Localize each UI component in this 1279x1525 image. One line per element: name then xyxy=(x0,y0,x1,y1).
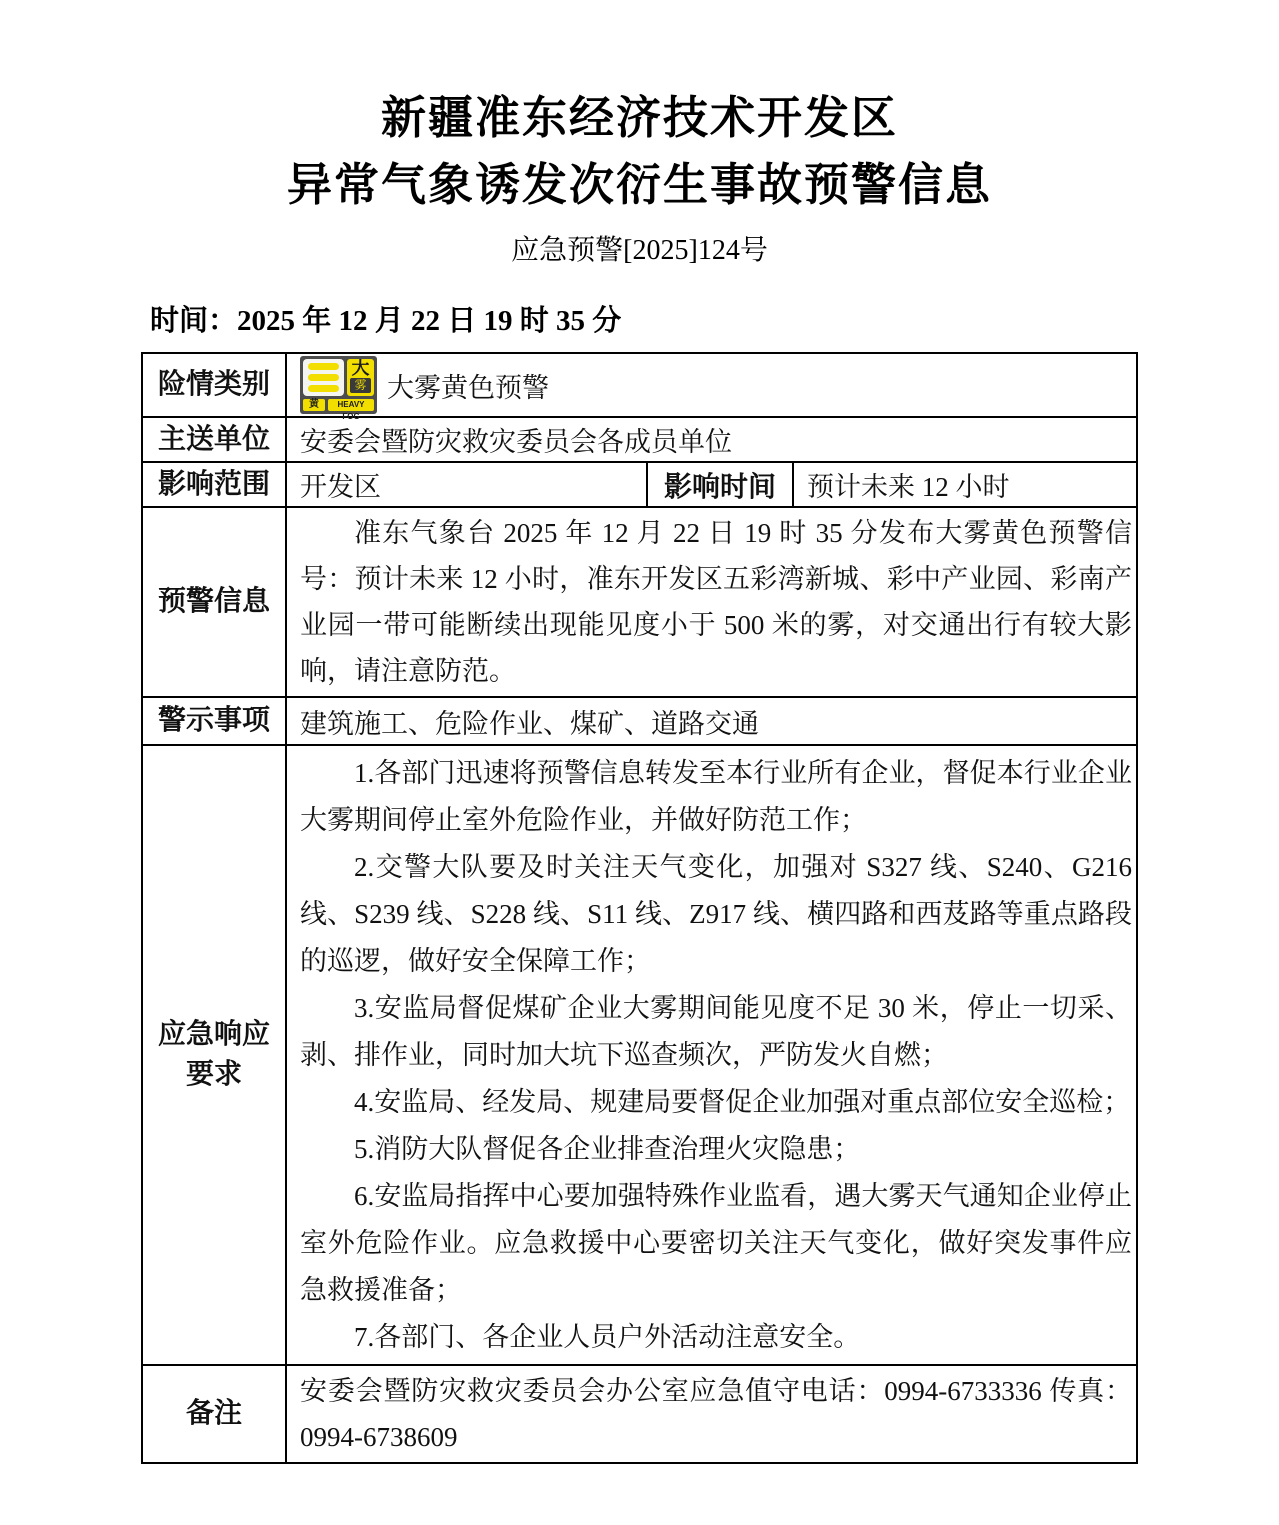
response-item: 3.安监局督促煤矿企业大雾期间能见度不足 30 米，停止一切采、剥、排作业，同时加大坑下巡查频次，严防发火自燃； xyxy=(300,992,1132,1070)
fog-char-big: 大 xyxy=(351,359,370,378)
warning-info-text: 准东气象台 2025 年 12 月 22 日 19 时 35 分发布大雾黄色预警信号：预计未来 12 小时，准东开发区五彩湾新城、彩中产业园、彩南产业园一带可能断续出现能见度小于 500 米的雾，对交通出行有较大影响，请注意防范。 xyxy=(300,518,1132,686)
fog-yellow-warning-icon xyxy=(300,356,377,421)
main-recipients-label: 主送单位 xyxy=(143,418,287,461)
risk-type-value: 大雾黄色预警 xyxy=(387,372,549,403)
row-risk-type xyxy=(143,354,1136,421)
fog-caption-tile: HEAVY FOG xyxy=(328,399,374,411)
response-item: 5.消防大队督促各企业排查治理火灾隐患； xyxy=(354,1133,861,1164)
row-remarks xyxy=(143,1364,1136,1462)
response-item: 4.安监局、经发局、规建局要督促企业加强对重点部位安全巡检； xyxy=(354,1086,1131,1117)
warning-info-cell xyxy=(287,508,1136,696)
page-title xyxy=(0,84,1279,218)
time-line xyxy=(150,298,1279,339)
page-title-line1: 新疆准东经济技术开发区 xyxy=(380,92,898,143)
risk-type-label: 险情类别 xyxy=(143,354,287,416)
affected-time-value: 预计未来 12 小时 xyxy=(807,472,1010,502)
main-recipients-value: 安委会暨防灾救灾委员会各成员单位 xyxy=(300,427,732,457)
fog-bars-icon xyxy=(303,359,344,396)
emergency-response-label-line2: 要求 xyxy=(185,1059,242,1090)
fog-label-tile xyxy=(347,359,374,396)
warning-table xyxy=(141,352,1138,1464)
time-label: 时间： xyxy=(150,305,238,337)
response-item: 2.交警大队要及时关注天气变化，加强对 S327 线、S240、G216 线、S239 线、S228 线、S11 线、Z917 线、横四路和西芨路等重点路段的巡逻，做好安全保障工作； xyxy=(300,851,1132,976)
emergency-response-label xyxy=(143,746,287,1364)
warning-info-label: 预警信息 xyxy=(143,508,287,696)
row-emergency-response xyxy=(143,744,1136,1364)
alert-matters-label: 警示事项 xyxy=(143,698,287,744)
row-warning-info xyxy=(143,506,1136,696)
row-alert-matters xyxy=(143,696,1136,744)
response-item: 7.各部门、各企业人员户外活动注意安全。 xyxy=(354,1321,861,1352)
time-value: 2025 年 12 月 22 日 19 时 35 分 xyxy=(237,305,622,337)
row-main-recipients xyxy=(143,416,1136,461)
response-item: 1.各部门迅速将预警信息转发至本行业所有企业，督促本行业企业大雾期间停止室外危险作业，并做好防范工作； xyxy=(300,757,1132,835)
remarks-cell xyxy=(287,1366,1136,1462)
response-item: 6.安监局指挥中心要加强特殊作业监看，遇大雾天气通知企业停止室外危险作业。应急救援中心要密切关注天气变化，做好突发事件应急救援准备； xyxy=(300,1180,1132,1305)
fog-level-tile: 黄 xyxy=(303,399,325,411)
affected-area-value: 开发区 xyxy=(300,472,381,502)
fog-char-fog: 雾 xyxy=(350,378,371,393)
page-title-line2: 异常气象诱发次衍生事故预警信息 xyxy=(286,159,992,210)
risk-type-value-cell xyxy=(287,354,1136,421)
emergency-response-label-line1: 应急响应 xyxy=(157,1019,270,1050)
remarks-label: 备注 xyxy=(143,1366,287,1462)
doc-number: 应急预警[2025]124号 xyxy=(511,235,768,266)
emergency-response-cell xyxy=(287,746,1136,1364)
affected-area-label: 影响范围 xyxy=(143,463,287,506)
affected-time-label: 影响时间 xyxy=(646,463,794,506)
remarks-text: 安委会暨防灾救灾委员会办公室应急值守电话：0994-6733336 传真：0994-6738609 xyxy=(300,1376,1132,1452)
alert-matters-value: 建筑施工、危险作业、煤矿、道路交通 xyxy=(300,708,759,739)
row-affected-area-time xyxy=(143,461,1136,506)
